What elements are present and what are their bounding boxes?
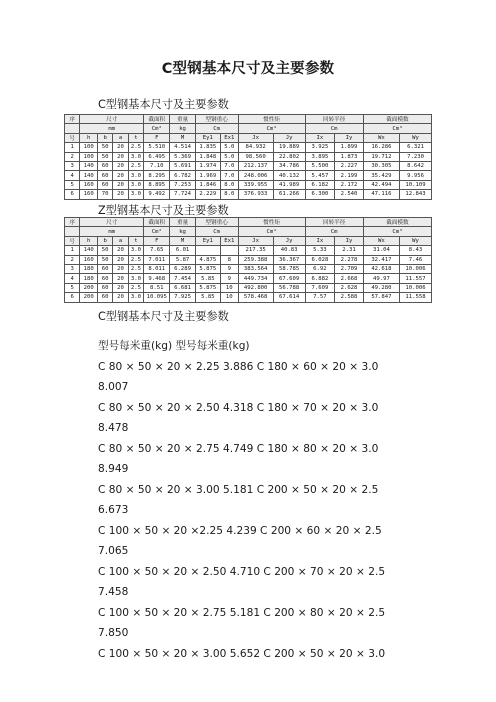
table-cell: 5.87: [170, 255, 195, 264]
table-cell: 5.875: [195, 264, 220, 273]
table-cell: 50: [97, 143, 112, 152]
header-cell: 截面积: [144, 115, 170, 124]
table-cell: 5.875: [195, 283, 220, 292]
table-cell: 5.0: [220, 143, 238, 152]
header-cell: 截面积: [144, 218, 170, 227]
table-cell: 10: [220, 283, 238, 292]
table-cell: 1: [65, 246, 80, 255]
table-cell: 160: [80, 255, 98, 264]
table-cell: 58.785: [273, 264, 305, 273]
table-cell: 3.895: [305, 152, 335, 161]
table-row: [65, 152, 432, 161]
header-cell: 惯性矩: [238, 115, 305, 124]
table-cell: 6.300: [305, 190, 335, 199]
table-cell: 200: [80, 283, 98, 292]
table-cell: 5.500: [305, 161, 335, 170]
table-cell: 100: [80, 152, 98, 161]
table-cell: 7.925: [170, 293, 195, 302]
table-cell: 60: [97, 171, 112, 180]
header-cell: 序: [65, 218, 80, 227]
table-cell: 3: [65, 161, 80, 170]
table-cell: 7.57: [305, 293, 335, 302]
table-cell: 47.116: [363, 190, 399, 199]
table-cell: 42.618: [363, 264, 399, 273]
table-cell: 2.709: [335, 264, 364, 273]
table-cell: 60: [97, 283, 112, 292]
table-cell: 7.0: [220, 161, 238, 170]
table-cell: 8.895: [144, 180, 170, 189]
header-cell: 尺寸: [80, 218, 144, 227]
table-cell: 3.0: [128, 246, 143, 255]
table-cell: 10.109: [400, 180, 432, 189]
table-cell: 3.0: [128, 293, 143, 302]
table-cell: 20: [113, 190, 128, 199]
table-cell: 20: [113, 161, 128, 170]
header-cell: Cm³: [363, 227, 431, 236]
table-cell: 7.454: [170, 274, 195, 283]
table-cell: 2: [65, 255, 80, 264]
table-cell: 10.006: [400, 283, 432, 292]
table-cell: 20: [113, 180, 128, 189]
table-cell: 32.417: [363, 255, 399, 264]
header-row-symbol: [65, 133, 432, 142]
table-cell: 50: [97, 255, 112, 264]
table-cell: 1.899: [335, 143, 364, 152]
table-cell: 20: [113, 283, 128, 292]
table-cell: 35.429: [363, 171, 399, 180]
table-row: [65, 190, 432, 199]
table-cell: 10.095: [144, 293, 170, 302]
header-cell: h: [80, 133, 98, 142]
header-cell: Wy: [400, 133, 432, 142]
header-cell: 截面模数: [363, 115, 431, 124]
list-item: 7.065: [98, 545, 129, 557]
header-cell: Cm: [305, 124, 363, 133]
table-cell: 449.734: [238, 274, 273, 283]
header-row-unit: [65, 124, 432, 133]
header-cell: h: [80, 236, 98, 245]
table-cell: 60: [97, 264, 112, 273]
table-cell: 5.691: [170, 161, 195, 170]
table-cell: [220, 246, 238, 255]
header-cell: a: [113, 236, 128, 245]
header-cell: Wy: [400, 236, 432, 245]
weight-list: [98, 336, 428, 664]
table-cell: 2.5: [128, 161, 143, 170]
list-item: 7.458: [98, 586, 129, 598]
page-title: C型钢基本尺寸及主要参数: [161, 61, 335, 77]
list-item: C 80 × 50 × 20 × 2.50 4.318 C 180 × 70 × 20 × 3.0: [98, 401, 379, 414]
header-cell: Iy: [335, 133, 364, 142]
header-cell: Jy: [273, 236, 305, 245]
table-cell: 5: [65, 180, 80, 189]
table-cell: 36.367: [273, 255, 305, 264]
header-cell: Wx: [363, 133, 399, 142]
header-cell: 重量: [170, 218, 195, 227]
table-cell: 200: [80, 293, 98, 302]
table-cell: 5: [65, 283, 80, 292]
table-cell: 160: [80, 180, 98, 189]
table-row: [65, 171, 432, 180]
table-cell: 2.5: [128, 255, 143, 264]
table-row: [65, 143, 432, 152]
table-cell: 8.0: [220, 190, 238, 199]
table-cell: 8.0: [220, 180, 238, 189]
table-cell: 5.85: [195, 293, 220, 302]
table-cell: 22.802: [273, 152, 305, 161]
table-cell: 5.510: [144, 143, 170, 152]
table-cell: 8.295: [144, 171, 170, 180]
header-cell: a: [113, 133, 128, 142]
header-row-unit: [65, 227, 432, 236]
header-cell: t: [128, 133, 143, 142]
table-cell: 3.0: [128, 190, 143, 199]
table-cell: 60: [97, 180, 112, 189]
header-cell: Iy: [335, 236, 364, 245]
table-cell: 3.0: [128, 180, 143, 189]
table-cell: 49.97: [363, 274, 399, 283]
header-cell: Ex1: [220, 236, 238, 245]
table-cell: 70: [97, 190, 112, 199]
table-row: [65, 293, 432, 302]
table-cell: 56.788: [273, 283, 305, 292]
table-cell: 41.989: [273, 180, 305, 189]
header-cell: 型钢重心: [195, 115, 238, 124]
table-cell: 57.847: [363, 293, 399, 302]
header-cell: M: [170, 236, 195, 245]
list-item: C 100 × 50 × 20 × 3.00 5.652 C 200 × 50 × 20 × 3.0: [98, 647, 386, 660]
table-cell: 2.278: [335, 255, 364, 264]
section-heading-c: C型钢基本尺寸及主要参数: [98, 98, 229, 111]
table-cell: 3.0: [128, 171, 143, 180]
table-cell: 20: [113, 143, 128, 152]
header-cell: F: [144, 236, 170, 245]
table-row: [65, 264, 432, 273]
table-cell: 259.388: [238, 255, 273, 264]
table-cell: 8.011: [144, 264, 170, 273]
list-item: C 100 × 50 × 20 ×2.25 4.239 C 200 × 60 × 20 × 2.5: [98, 524, 382, 537]
table-cell: 8.43: [400, 246, 432, 255]
table-cell: 2.668: [335, 274, 364, 283]
table-cell: 3.0: [128, 274, 143, 283]
table-cell: 20: [113, 171, 128, 180]
list-item: C 100 × 50 × 20 × 2.50 4.710 C 200 × 70 × 20 × 2.5: [98, 565, 386, 578]
table-cell: 2.588: [335, 293, 364, 302]
table-cell: 60: [97, 293, 112, 302]
table-cell: 1: [65, 143, 80, 152]
table-cell: 7.253: [170, 180, 195, 189]
table-cell: 1.848: [195, 152, 220, 161]
list-item: C 80 × 50 × 20 × 3.00 5.181 C 200 × 50 × 20 × 2.5: [98, 483, 379, 496]
table-cell: 1.969: [195, 171, 220, 180]
table-cell: 7.609: [305, 283, 335, 292]
table-cell: 4.514: [170, 143, 195, 152]
table-cell: [195, 246, 220, 255]
table-cell: 5.457: [305, 171, 335, 180]
table-row: [65, 255, 432, 264]
table-cell: 2.199: [335, 171, 364, 180]
table-cell: 6.01: [170, 246, 195, 255]
header-cell: Cm³: [363, 124, 431, 133]
table-cell: 98.560: [238, 152, 273, 161]
header-cell: Cm: [195, 227, 238, 236]
header-row-group: [65, 115, 432, 124]
list-item: C 100 × 50 × 20 × 2.75 5.181 C 200 × 80 × 20 × 2.5: [98, 606, 386, 619]
table-cell: 492.800: [238, 283, 273, 292]
header-cell: Wx: [363, 236, 399, 245]
header-cell: Cm²: [144, 227, 170, 236]
table-cell: 2.540: [335, 190, 364, 199]
table-cell: 19.712: [363, 152, 399, 161]
table-cell: 6.92: [305, 264, 335, 273]
header-cell: Ey1: [195, 236, 220, 245]
table-cell: 84.932: [238, 143, 273, 152]
table-cell: 61.266: [273, 190, 305, 199]
header-row-symbol: [65, 236, 432, 245]
table-cell: 8.642: [400, 161, 432, 170]
table-cell: 2: [65, 152, 80, 161]
table-cell: 7.46: [400, 255, 432, 264]
table-cell: 20: [113, 264, 128, 273]
table-cell: 1.974: [195, 161, 220, 170]
header-cell: kg: [170, 124, 195, 133]
header-cell: F: [144, 133, 170, 142]
table-cell: 383.564: [238, 264, 273, 273]
header-cell: 回转半径: [305, 115, 363, 124]
header-cell: Jx: [238, 133, 273, 142]
header-cell: Jx: [238, 236, 273, 245]
table-cell: 4: [65, 171, 80, 180]
header-cell: t: [128, 236, 143, 245]
z-steel-table: [64, 217, 432, 303]
table-cell: 2.5: [128, 143, 143, 152]
table-cell: 212.137: [238, 161, 273, 170]
table-cell: 339.955: [238, 180, 273, 189]
table-cell: 2.229: [195, 190, 220, 199]
table-cell: 376.933: [238, 190, 273, 199]
list-item: 8.007: [98, 381, 129, 393]
header-cell: mm: [80, 124, 144, 133]
table-cell: 6.681: [170, 283, 195, 292]
table-cell: 217.35: [238, 246, 273, 255]
table-cell: 12.843: [400, 190, 432, 199]
table-cell: 2.628: [335, 283, 364, 292]
table-cell: 7.10: [144, 161, 170, 170]
table-row: [65, 161, 432, 170]
header-cell: mm: [80, 227, 144, 236]
table-cell: 16.286: [363, 143, 399, 152]
list-header: 型号每米重(kg) 型号每米重(kg): [98, 340, 250, 352]
list-item: 6.673: [98, 504, 129, 516]
header-cell: 号: [65, 133, 80, 142]
header-cell: kg: [170, 227, 195, 236]
table-cell: 20: [113, 255, 128, 264]
table-cell: 50: [97, 246, 112, 255]
table-cell: 67.614: [273, 293, 305, 302]
header-cell: [65, 227, 80, 236]
table-cell: 1.873: [335, 152, 364, 161]
table-cell: 3: [65, 264, 80, 273]
table-cell: 5.0: [220, 152, 238, 161]
table-cell: 180: [80, 264, 98, 273]
list-item: 8.478: [98, 422, 129, 434]
header-cell: Cm: [195, 124, 238, 133]
section-heading-z: Z型钢基本尺寸及主要参数: [98, 204, 229, 217]
header-cell: Ix: [305, 133, 335, 142]
table-cell: 140: [80, 171, 98, 180]
table-cell: 10.006: [400, 264, 432, 273]
table-cell: 9.956: [400, 171, 432, 180]
table-cell: 6: [65, 190, 80, 199]
table-cell: 5.33: [305, 246, 335, 255]
table-cell: 7.65: [144, 246, 170, 255]
header-cell: 尺寸: [80, 115, 144, 124]
table-cell: 11.557: [400, 274, 432, 283]
table-cell: 578.468: [238, 293, 273, 302]
table-cell: 5.369: [170, 152, 195, 161]
table-cell: 140: [80, 161, 98, 170]
table-cell: 20: [113, 246, 128, 255]
table-cell: 7.011: [144, 255, 170, 264]
header-cell: 重量: [170, 115, 195, 124]
header-cell: 惯性矩: [238, 218, 305, 227]
table-cell: 1.835: [195, 143, 220, 152]
header-cell: Jy: [273, 133, 305, 142]
table-cell: 7.724: [170, 190, 195, 199]
table-cell: 60: [97, 161, 112, 170]
table-cell: 40.132: [273, 171, 305, 180]
table-cell: 42.494: [363, 180, 399, 189]
header-cell: 序: [65, 115, 80, 124]
table-cell: 6.321: [400, 143, 432, 152]
table-cell: 2.5: [128, 264, 143, 273]
table-row: [65, 180, 432, 189]
table-row: [65, 274, 432, 283]
header-cell: Cm: [305, 227, 363, 236]
table-cell: 5.85: [195, 274, 220, 283]
header-cell: Cm⁴: [238, 124, 305, 133]
header-cell: 回转半径: [305, 218, 363, 227]
list-item: C 80 × 50 × 20 × 2.25 3.886 C 180 × 60 × 20 × 3.0: [98, 360, 379, 373]
header-cell: 型钢重心: [195, 218, 238, 227]
table-cell: 9: [220, 264, 238, 273]
table-cell: 6: [65, 293, 80, 302]
table-cell: 160: [80, 190, 98, 199]
list-item: 7.850: [98, 627, 129, 639]
table-cell: 2.172: [335, 180, 364, 189]
section-heading-list: C型钢基本尺寸及主要参数: [98, 310, 229, 323]
table-cell: 6.182: [305, 180, 335, 189]
table-row: [65, 283, 432, 292]
table-cell: 49.280: [363, 283, 399, 292]
table-cell: 6.028: [305, 255, 335, 264]
table-cell: 40.83: [273, 246, 305, 255]
table-cell: 19.889: [273, 143, 305, 152]
table-cell: 1.846: [195, 180, 220, 189]
header-cell: 截面模数: [363, 218, 431, 227]
table-cell: 3.0: [128, 152, 143, 161]
table-cell: 20: [113, 293, 128, 302]
header-cell: b: [97, 133, 112, 142]
table-cell: 6.495: [144, 152, 170, 161]
table-row: [65, 246, 432, 255]
table-cell: 6.782: [170, 171, 195, 180]
table-cell: 20: [113, 152, 128, 161]
table-cell: 8.51: [144, 283, 170, 292]
table-cell: 180: [80, 274, 98, 283]
table-cell: 3.925: [305, 143, 335, 152]
table-cell: 7.0: [220, 171, 238, 180]
table-cell: 9: [220, 274, 238, 283]
table-cell: 67.609: [273, 274, 305, 283]
table-cell: 2.5: [128, 283, 143, 292]
table-cell: 248.006: [238, 171, 273, 180]
table-cell: 10: [220, 293, 238, 302]
table-cell: 20: [113, 274, 128, 283]
table-cell: 6.882: [305, 274, 335, 283]
table-cell: 4: [65, 274, 80, 283]
table-cell: 34.786: [273, 161, 305, 170]
header-cell: Cm⁴: [238, 227, 305, 236]
table-cell: 100: [80, 143, 98, 152]
table-cell: 9.492: [144, 190, 170, 199]
table-cell: 140: [80, 246, 98, 255]
header-cell: Ex1: [220, 133, 238, 142]
header-cell: Cm²: [144, 124, 170, 133]
table-cell: 8: [220, 255, 238, 264]
table-cell: 7.230: [400, 152, 432, 161]
list-item: C 80 × 50 × 20 × 2.75 4.749 C 180 × 80 × 20 × 3.0: [98, 442, 379, 455]
header-cell: b: [97, 236, 112, 245]
table-cell: 4.875: [195, 255, 220, 264]
header-cell: Ix: [305, 236, 335, 245]
table-cell: 31.04: [363, 246, 399, 255]
table-cell: 50: [97, 152, 112, 161]
table-cell: 6.289: [170, 264, 195, 273]
table-cell: 2.227: [335, 161, 364, 170]
header-cell: M: [170, 133, 195, 142]
table-cell: 11.558: [400, 293, 432, 302]
c-steel-table: [64, 114, 432, 200]
header-row-group: [65, 218, 432, 227]
table-cell: 9.468: [144, 274, 170, 283]
header-cell: [65, 124, 80, 133]
list-item: 8.949: [98, 463, 129, 475]
header-cell: Ey1: [195, 133, 220, 142]
table-cell: 30.305: [363, 161, 399, 170]
table-cell: 2.31: [335, 246, 364, 255]
table-cell: 60: [97, 274, 112, 283]
header-cell: 号: [65, 236, 80, 245]
